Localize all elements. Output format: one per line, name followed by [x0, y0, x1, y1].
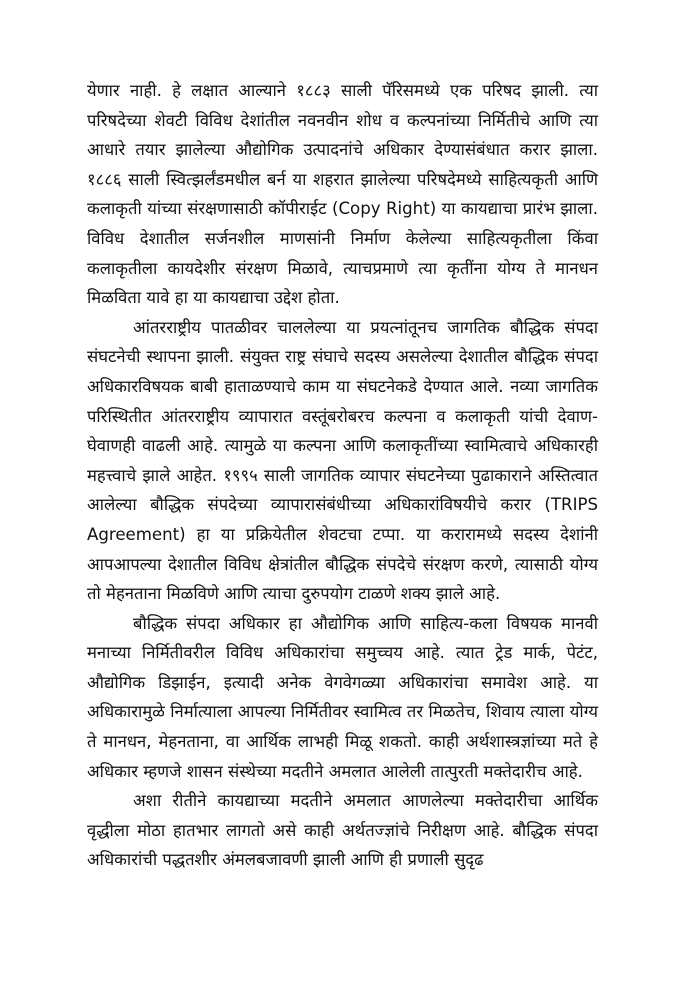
- paragraph-monopoly: अशा रीतीने कायद्याच्या मदतीने अमलात आणलेल्या मक्तेदारीचा आर्थिक वृद्धीला मोठा हातभार लागतो असे काही अर्थतज्ज्ञांचे निरीक्षण आहे. बौद्धिक संपदा अधिकारांची पद्धतशीर अंमलबजावणी झाली आणि ही प्रणाली सुदृढ: [87, 791, 598, 870]
- paragraph-ipr-definition: बौद्धिक संपदा अधिकार हा औद्योगिक आणि साहित्य-कला विषयक मानवी मनाच्या निर्मितीवरील विविध अधिकारांचा समुच्चय आहे. त्यात ट्रेड मार्क, पेटंट, औद्योगिक डिझाईन, इत्यादी अनेक वेगवेगळ्या अधिकारांचा समावेश आहे. या अधिकारामुळे निर्मात्याला आपल्या निर्मितीवर स्वामित्व तर मिळतेच, शिवाय त्याला योग्य ते मानधन, मेहनताना, वा आर्थिक लाभही मिळू शकतो. काही अर्थशास्त्रज्ञांच्या मते हे अधिकार म्हणजे शासन संस्थेच्या मदतीने अमलात आलेली तात्पुरती मक्तेदारीच आहे.: [87, 613, 598, 781]
- paragraph-wipo: आंतरराष्ट्रीय पातळीवर चाललेल्या या प्रयत्नांतूनच जागतिक बौद्धिक संपदा संघटनेची स्थापना झाली. संयुक्त राष्ट्र संघाचे सदस्य असलेल्या देशातील बौद्धिक संपदा अधिकारविषयक बाबी हाताळण्याचे काम या संघटनेकडे देण्यात आले. नव्या जागतिक परिस्थितीत आंतरराष्ट्रीय व्यापारात वस्तूंबरोबरच कल्पना व कलाकृती यांची देवाण-घेवाणही वाढली आहे. त्यामुळे या कल्पना आणि कलाकृतींच्या स्वामित्वाचे अधिकारही महत्त्वाचे झाले आहेत. १९९५ साली जागतिक व्यापार संघटनेच्या पुढाकाराने अस्तित्वात आलेल्या बौद्धिक संपदेच्या व्यापारासंबंधीच्या अधिकारांविषयीचे करार (TRIPS Agreement) हा या प्रक्रियेतील शेवटचा टप्पा. या करारामध्ये सदस्य देशांनी आपआपल्या देशातील विविध क्षेत्रांतील बौद्धिक संपदेचे संरक्षण करणे, त्यासाठी योग्य तो मेहनताना मिळविणे आणि त्याचा दुरुपयोग टाळणे शक्य झाले आहे.: [87, 317, 598, 604]
- document-page: [87, 76, 598, 875]
- paragraph-continuation: येणार नाही. हे लक्षात आल्याने १८८३ साली पॅरिसमध्ये एक परिषद झाली. त्या परिषदेच्या शेवटी विविध देशांतील नवनवीन शोध व कल्पनांच्या निर्मितीचे आणि त्या आधारे तयार झालेल्या औद्योगिक उत्पादनांचे अधिकार देण्यासंबंधात करार झाला. १८८६ साली स्वित्झर्लंडमधील बर्न या शहरात झालेल्या परिषदेमध्ये साहित्यकृती आणि कलाकृती यांच्या संरक्षणासाठी कॉपीराईट (Copy Right) या कायद्याचा प्रारंभ झाला. विविध देशातील सर्जनशील माणसांनी निर्माण केलेल्या साहित्यकृतीला किंवा कलाकृतीला कायदेशीर संरक्षण मिळावे, त्याचप्रमाणे त्या कृतींना योग्य ते मानधन मिळविता यावे हा या कायद्याचा उद्देश होता.: [87, 81, 598, 308]
